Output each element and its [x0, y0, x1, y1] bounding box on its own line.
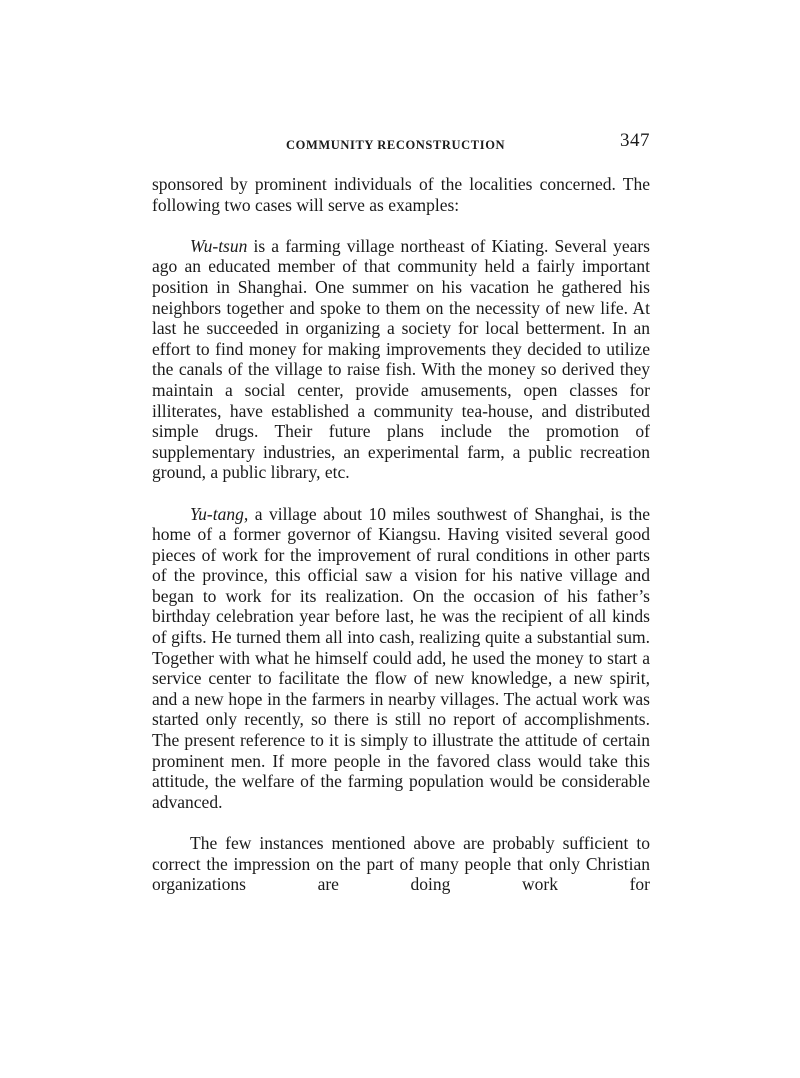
running-title: COMMUNITY RECONSTRUCTION — [286, 138, 506, 152]
body-text — [152, 174, 650, 895]
paragraph-text: sponsored by prominent individuals of the localities concerned. The following two cases will serve as examples: — [152, 174, 650, 215]
paragraph-yu-tang — [152, 504, 650, 813]
paragraph-wu-tsun — [152, 236, 650, 483]
paragraph-continuation — [152, 174, 650, 215]
page-number: 347 — [620, 130, 650, 151]
paragraph-text: The few instances mentioned above are probably sufficient to correct the impression on the part of many people that only Christian organizations are doing work for — [152, 833, 650, 895]
paragraph-text: is a farming village northeast of Kiating. Several years ago an educated member of that community held a fairly important position in Shanghai. One summer on his vacation he gathered his neighbors together and spoke to them on the necessity of new life. At last he succeeded in organizing a society for local betterment. In an effort to find money for making improvements they decided to utilize the canals of the village to raise fish. With the money so derived they maintain a social center, provide amusements, open classes for illiterates, have established a community tea-house, and distributed simple drugs. Their future plans include the promotion of supplementary industries, an experimental farm, a public recreation ground, a public library, etc. — [152, 235, 650, 483]
place-name-wu-tsun: Wu-tsun — [190, 235, 248, 256]
paragraph-instances — [152, 833, 650, 895]
book-page — [152, 128, 650, 895]
running-head — [152, 128, 650, 160]
paragraph-text: a village about 10 miles southwest of Shanghai, is the home of a former governor of Kiangsu. Having visited several good pieces of work for the improvement of rural conditions in other parts of the province, this official saw a vision for his native village and began to work for its realization. On the occasion of his father’s birthday celebration year before last, he was the recipient of all kinds of gifts. He turned them all into cash, realizing quite a substantial sum. Together with what he himself could add, he used the money to start a service center to facilitate the flow of new knowledge, a new spirit, and a new hope in the farmers in nearby villages. The actual work was started only recently, so there is still no report of accomplishments. The present reference to it is simply to illustrate the attitude of certain prominent men. If more people in the favored class would take this attitude, the welfare of the farming population would be considerable advanced. — [152, 503, 650, 812]
place-name-yu-tang: Yu-tang, — [190, 503, 249, 524]
